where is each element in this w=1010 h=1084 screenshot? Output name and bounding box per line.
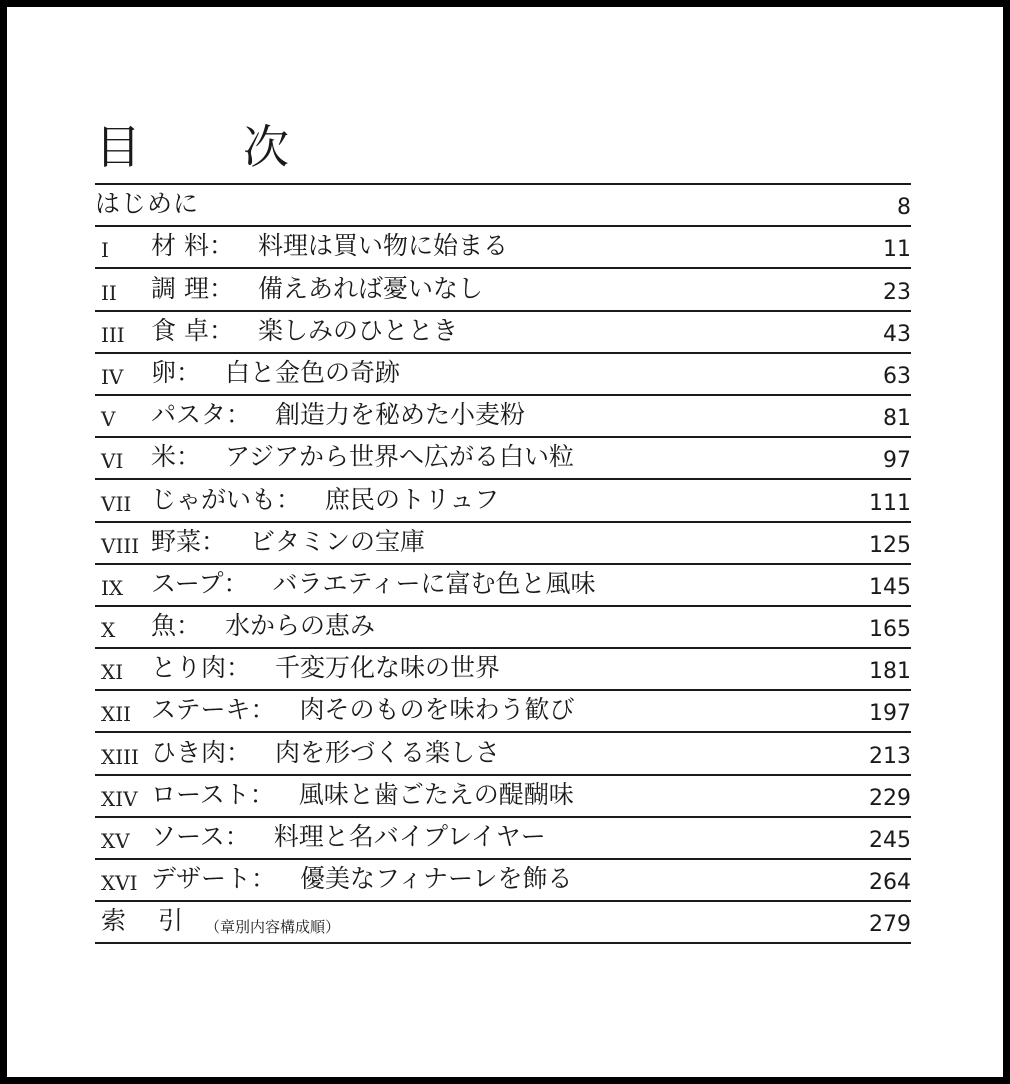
toc-row-chapter-12[interactable] [95,691,911,733]
chapter-title: 卵： [151,357,202,387]
page-title: 目 次 [95,120,317,174]
chapter-subtitle: 優美なフィナーレを飾る [300,864,573,894]
toc-row-chapter-1[interactable] [95,227,911,269]
page-number: 165 [869,617,911,643]
page-number: 111 [869,490,911,516]
page-number: 81 [883,406,911,432]
toc-row-chapter-5[interactable] [95,396,911,438]
toc-row-chapter-8[interactable] [95,523,911,565]
chapter-subtitle: 料理と名バイプレイヤー [273,822,546,851]
toc-row-chapter-15[interactable] [95,818,911,860]
page-number: 245 [869,828,911,853]
chapter-number: VI [101,449,124,474]
page-number: 43 [883,321,911,347]
page-number: 213 [869,743,911,769]
chapter-title: 食 卓： [151,315,234,345]
chapter-title: ステーキ： [151,695,276,725]
chapter-number: X [101,618,116,643]
chapter-subtitle: ビタミンの宝庫 [250,526,426,556]
page-number: 97 [883,448,911,474]
toc-row-intro[interactable] [95,185,911,227]
chapter-subtitle: 肉そのものを味わう歓び [299,695,575,725]
toc-row-chapter-11[interactable] [95,649,911,691]
page-number: 23 [883,279,911,305]
chapter-subtitle: 水からの恵み [225,611,376,641]
toc-row-index[interactable] [95,902,911,944]
index-note: （章別内容構成順） [204,918,340,937]
page-number: 279 [869,912,911,938]
page-number: 197 [869,701,911,727]
chapter-number: XI [101,660,124,685]
toc-row-chapter-7[interactable] [95,480,911,522]
chapter-title: デザート： [151,864,277,894]
toc-row-chapter-2[interactable] [95,269,911,311]
toc-page [7,7,1003,1077]
page-number: 181 [869,659,911,685]
page-number: 63 [883,363,911,389]
chapter-subtitle: 創造力を秘めた小麦粉 [275,400,526,430]
chapter-subtitle: 千変万化な味の世界 [275,653,501,683]
chapter-subtitle: アジアから世界へ広がる白い粒 [225,442,575,472]
chapter-title: ソース： [151,822,250,851]
chapter-title: スープ： [151,568,249,598]
chapter-title: とり肉： [151,653,252,683]
chapter-subtitle: 庶民のトリュフ [325,484,500,514]
chapter-title: はじめに [95,189,200,219]
chapter-number: II [101,280,117,305]
chapter-subtitle: 風味と歯ごたえの醍醐味 [298,779,574,809]
chapter-number: XVI [101,871,138,896]
index-title: 索 引 [101,906,195,936]
toc-list [95,183,911,944]
page-number: 11 [883,237,911,263]
chapter-title: ひき肉： [151,737,252,767]
chapter-subtitle: 楽しみのひととき [257,315,458,345]
page-number: 229 [869,785,911,811]
chapter-number: V [101,407,116,432]
toc-row-chapter-10[interactable] [95,607,911,649]
chapter-subtitle: 肉を形づくる楽しさ [275,737,501,767]
chapter-subtitle: 白と金色の奇跡 [225,357,401,387]
chapter-title: じゃがいも： [151,484,302,514]
chapter-number: VIII [101,533,140,558]
chapter-title: 魚： [151,611,202,641]
toc-row-chapter-13[interactable] [95,733,911,775]
chapter-number: IV [101,364,124,389]
chapter-title: パスタ： [151,400,252,430]
toc-row-chapter-6[interactable] [95,438,911,480]
chapter-number: XIII [101,744,139,769]
chapter-number: XII [101,702,132,727]
chapter-subtitle: バラエティーに富む色と風味 [272,568,596,598]
chapter-subtitle: 料理は買い物に始まる [257,231,508,261]
page-number: 264 [869,870,911,896]
chapter-number: XV [101,829,130,853]
chapter-title: 材 料： [151,231,234,261]
chapter-subtitle: 備えあれば憂いなし [257,273,483,303]
toc-row-chapter-4[interactable] [95,354,911,396]
chapter-title: 野菜： [151,526,227,556]
toc-row-chapter-9[interactable] [95,565,911,607]
page-number: 125 [869,532,911,558]
chapter-number: IX [101,575,124,600]
chapter-number: VII [101,491,132,516]
chapter-title: 米： [151,442,202,472]
chapter-title: ロースト： [151,779,275,809]
chapter-number: XIV [101,786,138,811]
toc-row-chapter-16[interactable] [95,860,911,902]
toc-row-chapter-14[interactable] [95,776,911,818]
chapter-number: I [101,238,109,263]
chapter-number: III [101,322,125,347]
page-number: 8 [897,195,911,221]
chapter-title: 調 理： [151,273,234,303]
toc-row-chapter-3[interactable] [95,312,911,354]
page-number: 145 [869,574,911,600]
